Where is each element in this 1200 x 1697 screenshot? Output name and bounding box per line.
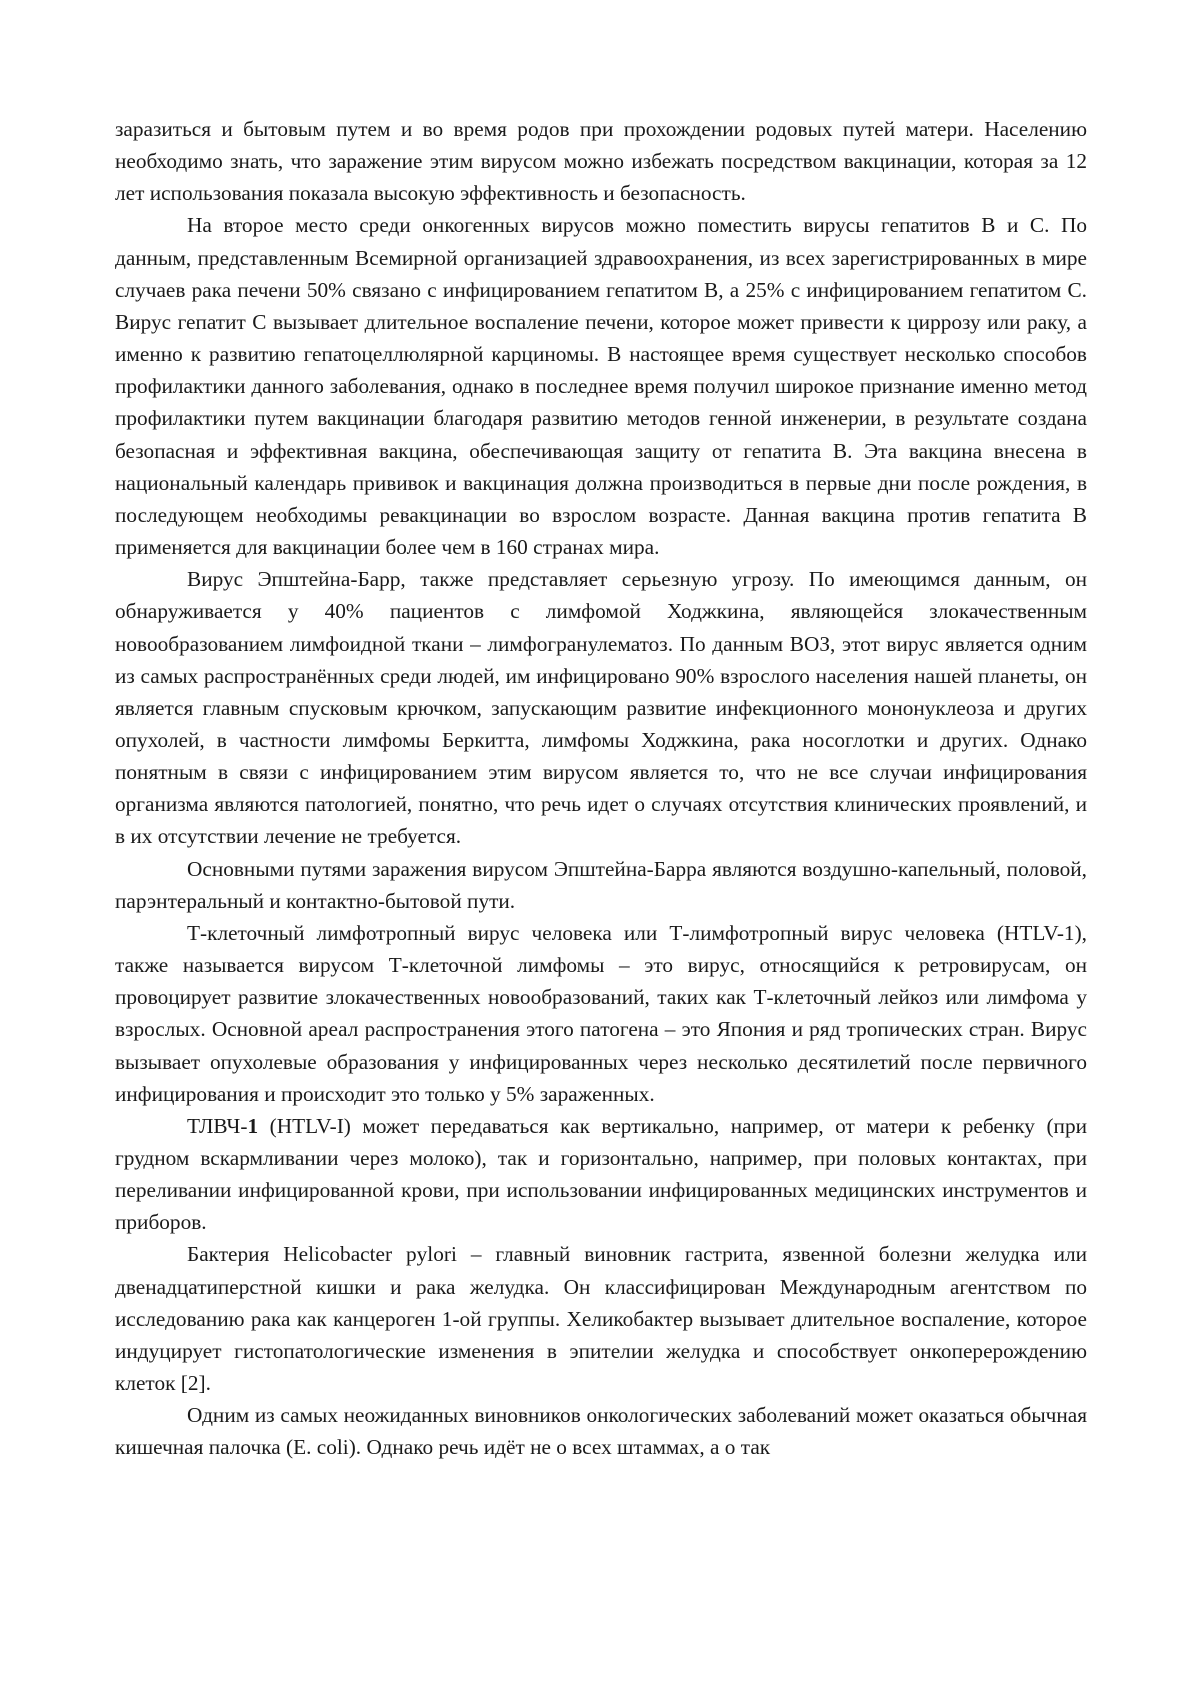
paragraph-6-lead-bold: 1 <box>247 1114 258 1138</box>
paragraph-3: Вирус Эпштейна-Барр, также представляет серьезную угрозу. По имеющимся данным, он обнаруживается у 40% пациентов с лимфомой Ходжкина, являющейся злокачественным новообразованием лимфоидной ткани – лимфогранулематоз. По данным ВОЗ, этот вирус является одним из самых распространённых среди людей, им инфицировано 90% взрослого населения нашей планеты, он является главным спусковым крючком, запускающим развитие инфекционного мононуклеоза и других опухолей, в частности лимфомы Беркитта, лимфомы Ходжкина, рака носоглотки и других. Однако понятным в связи с инфицированием этим вирусом является то, что не все случаи инфицирования организма являются патологией, понятно, что речь идет о случаях отсутствия клинических проявлений, и в их отсутствии лечение не требуется. <box>115 563 1087 852</box>
paragraph-6 <box>115 1110 1087 1239</box>
paragraph-7: Бактерия Helicobacter pylori – главный виновник гастрита, язвенной болезни желудка или двенадцатиперстной кишки и рака желудка. Он классифицирован Международным агентством по исследованию рака как канцероген 1-ой группы. Хеликобактер вызывает длительное воспаление, которое индуцирует гистопатологические изменения в эпителии желудка и способствует онкоперерождению клеток [2]. <box>115 1238 1087 1399</box>
paragraph-8: Одним из самых неожиданных виновников онкологических заболеваний может оказаться обычная кишечная палочка (E. coli). Однако речь идёт не о всех штаммах, а о так <box>115 1399 1087 1463</box>
paragraph-6-text: (HTLV-I) может передаваться как вертикально, например, от матери к ребенку (при грудном вскармливании через молоко), так и горизонтально, например, при половых контактах, при переливании инфицированной крови, при использовании инфицированных медицинских инструментов и приборов. <box>115 1114 1087 1234</box>
paragraph-6-lead: ТЛВЧ- <box>187 1114 247 1138</box>
paragraph-2: На второе место среди онкогенных вирусов можно поместить вирусы гепатитов В и С. По данным, представленным Всемирной организацией здравоохранения, из всех зарегистрированных в мире случаев рака печени 50% связано с инфицированием гепатитом В, а 25% с инфицированием гепатитом С. Вирус гепатит С вызывает длительное воспаление печени, которое может привести к циррозу или раку, а именно к развитию гепатоцеллюлярной карциномы. В настоящее время существует несколько способов профилактики данного заболевания, однако в последнее время получил широкое признание именно метод профилактики путем вакцинации благодаря развитию методов генной инженерии, в результате создана безопасная и эффективная вакцина, обеспечивающая защиту от гепатита В. Эта вакцина внесена в национальный календарь прививок и вакцинация должна производиться в первые дни после рождения, в последующем необходимы ревакцинации во взрослом возрасте. Данная вакцина против гепатита В применяется для вакцинации более чем в 160 странах мира. <box>115 209 1087 563</box>
paragraph-5: Т-клеточный лимфотропный вирус человека или Т-лимфотропный вирус человека (HTLV-1), также называется вирусом Т-клеточной лимфомы – это вирус, относящийся к ретровирусам, он провоцирует развитие злокачественных новообразований, таких как Т-клеточный лейкоз или лимфома у взрослых. Основной ареал распространения этого патогена – это Япония и ряд тропических стран. Вирус вызывает опухолевые образования у инфицированных через несколько десятилетий после первичного инфицирования и происходит это только у 5% зараженных. <box>115 917 1087 1110</box>
paragraph-4: Основными путями заражения вирусом Эпштейна-Барра являются воздушно-капельный, половой, парэнтеральный и контактно-бытовой пути. <box>115 853 1087 917</box>
paragraph-1: заразиться и бытовым путем и во время родов при прохождении родовых путей матери. Населению необходимо знать, что заражение этим вирусом можно избежать посредством вакцинации, которая за 12 лет использования показала высокую эффективность и безопасность. <box>115 113 1087 209</box>
document-page <box>115 113 1087 1464</box>
